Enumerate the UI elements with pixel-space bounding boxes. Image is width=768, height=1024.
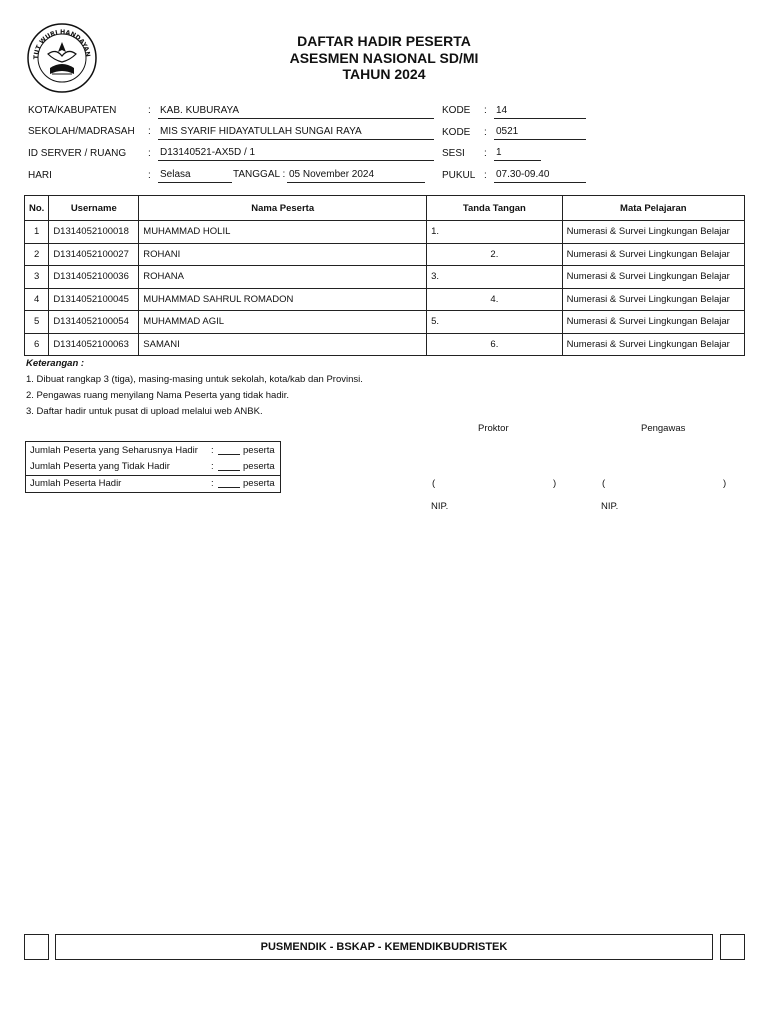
kota-colon: : bbox=[148, 105, 151, 116]
pukul-value: 07.30-09.40 bbox=[494, 169, 586, 183]
pengawas-close-paren: ) bbox=[723, 478, 727, 489]
table-row bbox=[25, 266, 745, 289]
row-nama: ROHANA bbox=[139, 266, 427, 289]
table-header-row bbox=[25, 196, 745, 221]
row-no: 5 bbox=[25, 311, 49, 334]
row-nama: MUHAMMAD HOLIL bbox=[139, 221, 427, 244]
pengawas-label: Pengawas bbox=[641, 423, 686, 434]
row-mapel: Numerasi & Survei Lingkungan Belajar bbox=[562, 221, 744, 244]
table-row bbox=[25, 333, 745, 356]
kode-kota-colon: : bbox=[484, 105, 487, 116]
server-value: D13140521-AX5D / 1 bbox=[158, 147, 434, 161]
row-mapel: Numerasi & Survei Lingkungan Belajar bbox=[562, 266, 744, 289]
summary-present-label: Jumlah Peserta Hadir bbox=[30, 478, 122, 489]
attendance-table bbox=[24, 195, 745, 356]
row-username: D1314052100063 bbox=[49, 333, 139, 356]
kode-kota-label: KODE bbox=[442, 105, 471, 116]
pukul-colon: : bbox=[484, 170, 487, 181]
document-title-line-1: DAFTAR HADIR PESERTA bbox=[297, 33, 471, 49]
summary-row-expected bbox=[30, 445, 278, 459]
document-title-line-3: TAHUN 2024 bbox=[342, 66, 426, 82]
sekolah-label: SEKOLAH/MADRASAH bbox=[28, 126, 135, 137]
sekolah-value: MIS SYARIF HIDAYATULLAH SUNGAI RAYA bbox=[158, 126, 434, 140]
row-no: 6 bbox=[25, 333, 49, 356]
row-signature-slot[interactable]: 3. bbox=[427, 266, 563, 289]
row-username: D1314052100045 bbox=[49, 288, 139, 311]
header-mata-pelajaran: Mata Pelajaran bbox=[562, 196, 744, 221]
row-signature-slot[interactable]: 2. bbox=[427, 243, 563, 266]
kota-label: KOTA/KABUPATEN bbox=[28, 105, 117, 116]
table-row bbox=[25, 311, 745, 334]
row-signature-slot[interactable]: 6. bbox=[427, 333, 563, 356]
logo-motto-text: TUT WURI HANDAYAN bbox=[32, 28, 92, 60]
row-mapel: Numerasi & Survei Lingkungan Belajar bbox=[562, 288, 744, 311]
row-no: 1 bbox=[25, 221, 49, 244]
kode-sekolah-label: KODE bbox=[442, 127, 471, 138]
footer-left-box bbox=[24, 934, 49, 960]
row-no: 2 bbox=[25, 243, 49, 266]
pukul-label: PUKUL bbox=[442, 170, 476, 181]
note-item-3: 3. Daftar hadir untuk pusat di upload melalui web ANBK. bbox=[26, 406, 263, 417]
row-username: D1314052100018 bbox=[49, 221, 139, 244]
row-username: D1314052100054 bbox=[49, 311, 139, 334]
summary-row-present bbox=[30, 478, 278, 492]
row-username: D1314052100027 bbox=[49, 243, 139, 266]
pengawas-open-paren: ( bbox=[602, 478, 606, 489]
header-no: No. bbox=[25, 196, 49, 221]
summary-colon: : bbox=[211, 445, 214, 456]
hari-colon: : bbox=[148, 170, 151, 181]
sekolah-colon: : bbox=[148, 126, 151, 137]
proktor-open-paren: ( bbox=[432, 478, 436, 489]
tanggal-value: 05 November 2024 bbox=[287, 169, 425, 183]
row-signature-slot[interactable]: 4. bbox=[427, 288, 563, 311]
header-nama-peserta: Nama Peserta bbox=[139, 196, 427, 221]
server-label: ID SERVER / RUANG bbox=[28, 148, 127, 159]
summary-present-blank[interactable] bbox=[218, 478, 240, 488]
row-no: 3 bbox=[25, 266, 49, 289]
summary-unit: peserta bbox=[243, 461, 275, 472]
notes-title: Keterangan : bbox=[26, 358, 85, 369]
row-username: D1314052100036 bbox=[49, 266, 139, 289]
footer-banner: PUSMENDIK - BSKAP - KEMENDIKBUDRISTEK bbox=[55, 934, 713, 960]
sesi-value: 1 bbox=[494, 147, 541, 161]
document-title-line-2: ASESMEN NASIONAL SD/MI bbox=[289, 50, 479, 66]
summary-divider bbox=[26, 475, 280, 476]
kota-value: KAB. KUBURAYA bbox=[158, 105, 434, 119]
summary-row-absent bbox=[30, 461, 278, 475]
summary-expected-blank[interactable] bbox=[218, 445, 240, 455]
proktor-close-paren: ) bbox=[553, 478, 557, 489]
summary-colon: : bbox=[211, 478, 214, 489]
kode-sekolah-colon: : bbox=[484, 127, 487, 138]
footer-right-box bbox=[720, 934, 745, 960]
table-row bbox=[25, 221, 745, 244]
hari-value: Selasa bbox=[158, 169, 232, 183]
sesi-label: SESI bbox=[442, 148, 465, 159]
row-signature-slot[interactable]: 1. bbox=[427, 221, 563, 244]
hari-label: HARI bbox=[28, 170, 52, 181]
row-signature-slot[interactable]: 5. bbox=[427, 311, 563, 334]
tanggal-label: TANGGAL : bbox=[233, 169, 286, 180]
table-row bbox=[25, 288, 745, 311]
summary-expected-label: Jumlah Peserta yang Seharusnya Hadir bbox=[30, 445, 198, 456]
summary-absent-label: Jumlah Peserta yang Tidak Hadir bbox=[30, 461, 170, 472]
note-item-2: 2. Pengawas ruang menyilang Nama Peserta yang tidak hadir. bbox=[26, 390, 289, 401]
kode-kota-value: 14 bbox=[494, 105, 586, 119]
proktor-nip-label: NIP. bbox=[431, 501, 449, 512]
row-nama: ROHANI bbox=[139, 243, 427, 266]
header-tanda-tangan: Tanda Tangan bbox=[427, 196, 563, 221]
proktor-label: Proktor bbox=[478, 423, 509, 434]
header-username: Username bbox=[49, 196, 139, 221]
summary-absent-blank[interactable] bbox=[218, 461, 240, 471]
pengawas-nip-label: NIP. bbox=[601, 501, 619, 512]
row-nama: MUHAMMAD AGIL bbox=[139, 311, 427, 334]
row-mapel: Numerasi & Survei Lingkungan Belajar bbox=[562, 333, 744, 356]
summary-unit: peserta bbox=[243, 445, 275, 456]
sesi-colon: : bbox=[484, 148, 487, 159]
summary-unit: peserta bbox=[243, 478, 275, 489]
row-mapel: Numerasi & Survei Lingkungan Belajar bbox=[562, 243, 744, 266]
row-nama: MUHAMMAD SAHRUL ROMADON bbox=[139, 288, 427, 311]
table-row bbox=[25, 243, 745, 266]
row-mapel: Numerasi & Survei Lingkungan Belajar bbox=[562, 311, 744, 334]
summary-colon: : bbox=[211, 461, 214, 472]
attendance-summary-box bbox=[25, 441, 281, 493]
row-no: 4 bbox=[25, 288, 49, 311]
server-colon: : bbox=[148, 148, 151, 159]
kode-sekolah-value: 0521 bbox=[494, 126, 586, 140]
row-nama: SAMANI bbox=[139, 333, 427, 356]
note-item-1: 1. Dibuat rangkap 3 (tiga), masing-masing untuk sekolah, kota/kab dan Provinsi. bbox=[26, 374, 363, 385]
